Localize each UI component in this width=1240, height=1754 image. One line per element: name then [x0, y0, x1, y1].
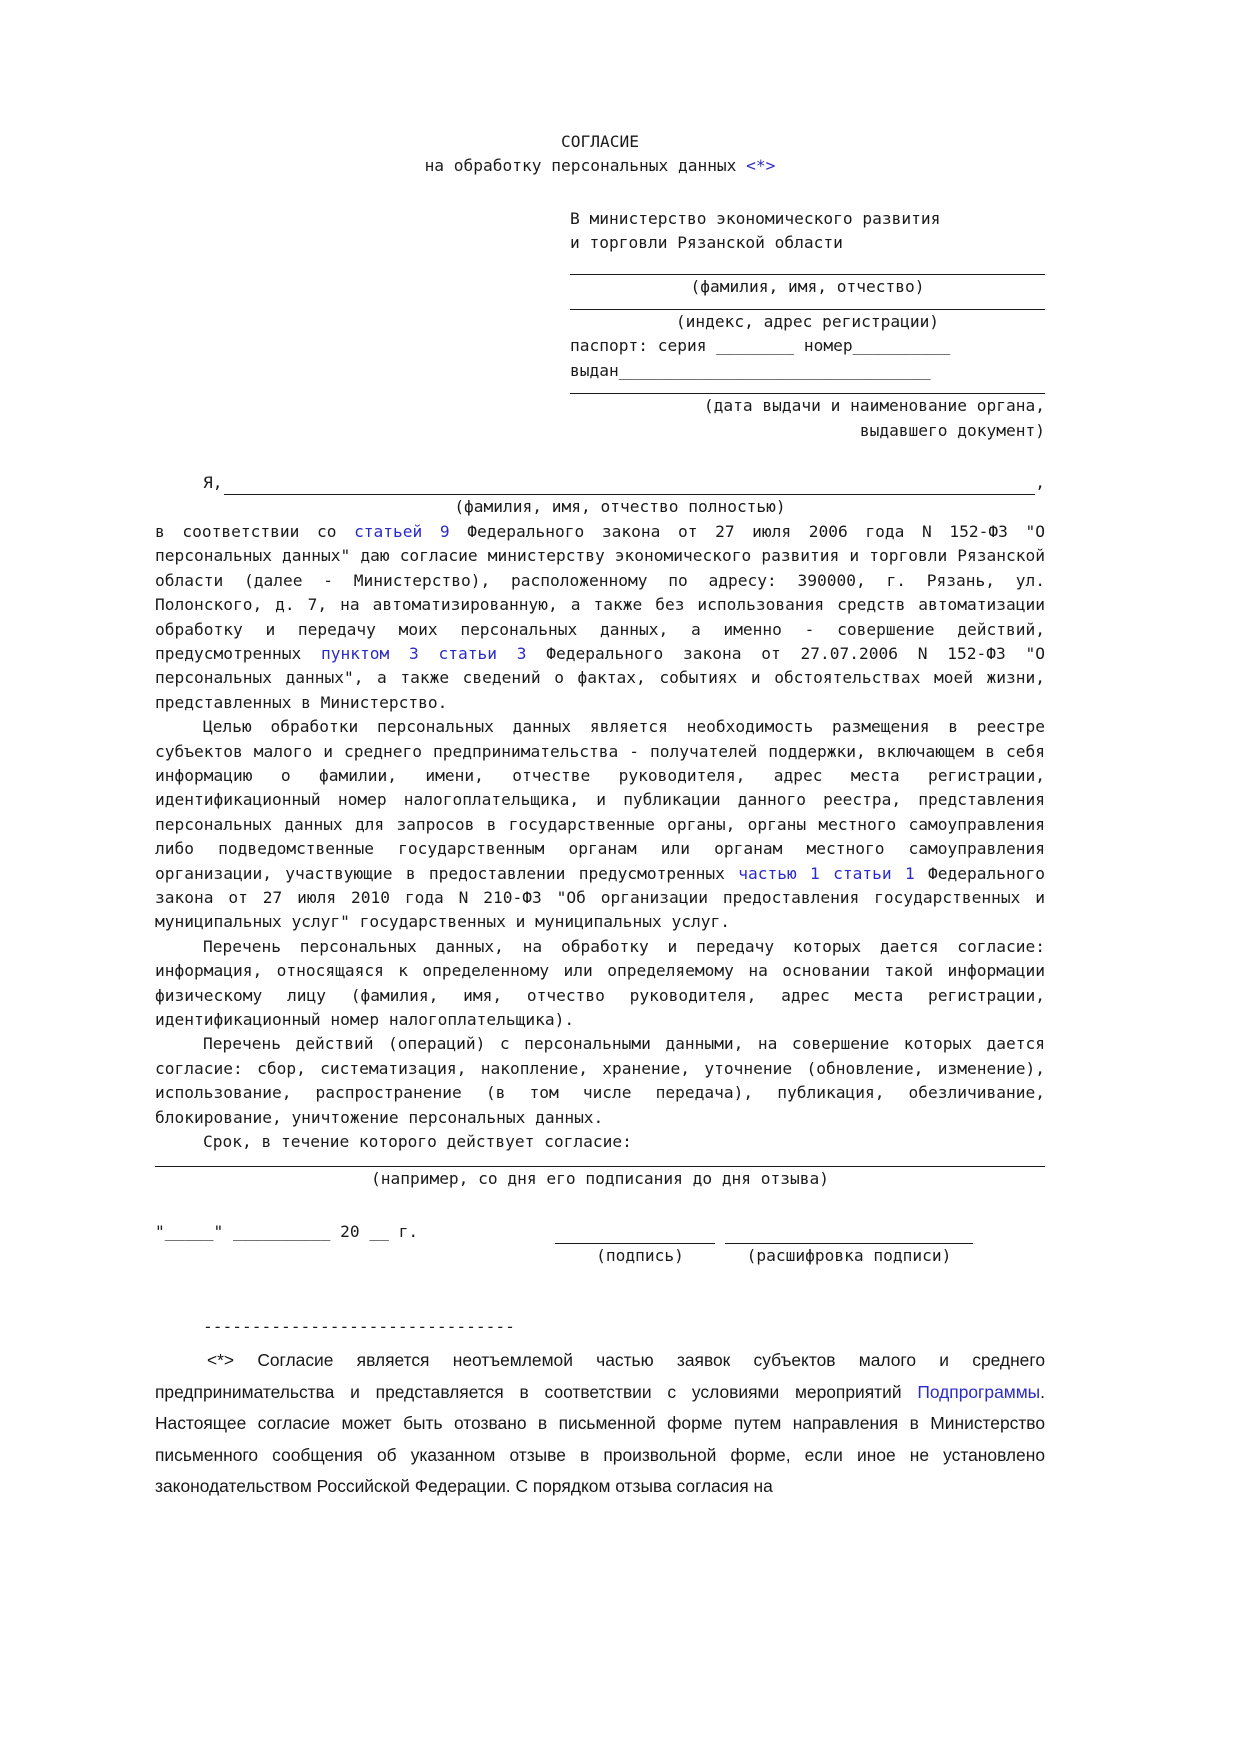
footnote-part-2: . Настоящее согласие может быть отозвано в письменной форме путем направления в Министерство письменного сообщения об указанном отзыве в произвольной форме, если иное не установлено законодательством Российской Федерации. С порядком отзыва согласия на	[155, 1381, 1045, 1496]
signature-caption: (подпись)	[596, 1246, 684, 1266]
signature-row	[155, 1220, 1045, 1244]
footnote-divider: --------------------------------	[203, 1316, 515, 1336]
paragraph-operations-list: Перечень действий (операций) с персональными данными, на совершение которых дается согласие: сбор, систематизация, накопление, хранение, уточнение (обновление, изменение), использование, распространение (в том числе передача), публикация, обезличивание, блокирование, уничтожение персональных данных.	[155, 1034, 1045, 1127]
footnote-marker-link[interactable]: <*>	[746, 156, 776, 176]
document-body	[155, 130, 1045, 1339]
fio-caption: (фамилия, имя, отчество)	[690, 276, 925, 296]
signature-caption-spacer	[155, 1244, 555, 1268]
issue-caption-line-2: выдавшего документ)	[859, 420, 1045, 440]
document-title: СОГЛАСИЕ	[561, 132, 639, 151]
paragraph-purpose	[155, 715, 1045, 935]
footnote-part-1: <*> Согласие является неотъемлемой частью заявок субъектов малого и среднего предпринимательства и представляется в соответствии с условиями мероприятий	[155, 1350, 1045, 1402]
issue-caption-line-1: (дата выдачи и наименование органа,	[703, 396, 1045, 416]
date-field[interactable]: "_____" __________ 20 __ г.	[155, 1221, 419, 1241]
footnote-paragraph	[155, 1345, 1045, 1503]
link-part-1-article-1[interactable]: частью 1 статьи 1	[738, 863, 915, 883]
paragraph-consent-part-2: Федерального закона от 27 июля 2006 года N 152-ФЗ "О персональных данных" даю согласие министерству экономического развития и торговли Рязанской области (далее - Министерство), расположенному по адресу: 390000, г. Рязань, ул. Полонского, д. 7, на автоматизированную, а также без использования средств автоматизации обработку и передачу моих персональных данных, а именно - совершение действий, предусмотренных	[155, 521, 1045, 663]
declarant-caption: (фамилия, имя, отчество полностью)	[454, 497, 786, 517]
term-caption: (например, со дня его подписания до дня отзыва)	[370, 1169, 830, 1189]
declarant-label: Я,	[203, 473, 223, 493]
passport-line: паспорт: серия ________ номер__________	[570, 336, 951, 356]
paragraph-consent-part-1: в соответствии со	[155, 521, 355, 541]
declarant-blank-rule[interactable]	[224, 477, 1036, 495]
document-subtitle	[155, 154, 1045, 178]
declarant-row	[203, 471, 1045, 495]
link-clause-3-article-3[interactable]: пунктом 3 статьи 3	[320, 643, 527, 663]
recipient-block	[570, 207, 1045, 443]
footnote-block	[155, 1345, 1045, 1503]
paragraph-purpose-part-2: Федерального закона от 27 июля 2010 года N 210-ФЗ "Об организации предоставления государственных и муниципальных услуг" государственных и муниципальных услуг.	[155, 863, 1045, 932]
paragraph-consent	[155, 520, 1045, 715]
link-subprogram[interactable]: Подпрограммы	[917, 1381, 1041, 1402]
document-subtitle-text: на обработку персональных данных	[424, 156, 747, 176]
signature-captions	[155, 1244, 1045, 1268]
recipient-line-1: В министерство экономического развития	[570, 208, 941, 228]
signature-decode-caption: (расшифровка подписи)	[746, 1246, 952, 1266]
recipient-line-2: и торговли Рязанской области	[570, 233, 843, 253]
paragraph-purpose-part-1: Целью обработки персональных данных является необходимость размещения в реестре субъектов малого и среднего предпринимательства - получателей поддержки, включающем в себя информацию о фамилии, имени, отчестве руководителя, адрес места регистрации, идентификационный номер налогоплательщика, и публикации данного реестра, представления персональных данных для запросов в государственные органы, органы местного самоуправления либо подведомственные государственным органам или органам местного самоуправления организации, участвующие в предоставлении предусмотренных	[155, 717, 1045, 883]
signature-decode-blank-rule[interactable]	[725, 1226, 973, 1244]
declarant-tail: ,	[1035, 473, 1045, 493]
paragraph-term: Срок, в течение которого действует согласие:	[203, 1132, 632, 1152]
link-article-9[interactable]: статьей 9	[354, 521, 450, 541]
paragraph-consent-part-3: Федерального закона от 27.07.2006 N 152-ФЗ "О персональных данных", а также сведений о фактах, событиях и обстоятельствах моей жизни, представленных в Министерство.	[155, 643, 1045, 712]
issued-line: выдан________________________________	[570, 360, 931, 380]
signature-blank-rule[interactable]	[555, 1226, 715, 1244]
address-caption: (индекс, адрес регистрации)	[675, 312, 940, 332]
paragraph-data-list: Перечень персональных данных, на обработку и передачу которых дается согласие: информация, относящаяся к определенному или определяемому на основании такой информации физическому лицу (фамилия, имя, отчество руководителя, адрес места регистрации, идентификационный номер налогоплательщика).	[155, 936, 1045, 1029]
